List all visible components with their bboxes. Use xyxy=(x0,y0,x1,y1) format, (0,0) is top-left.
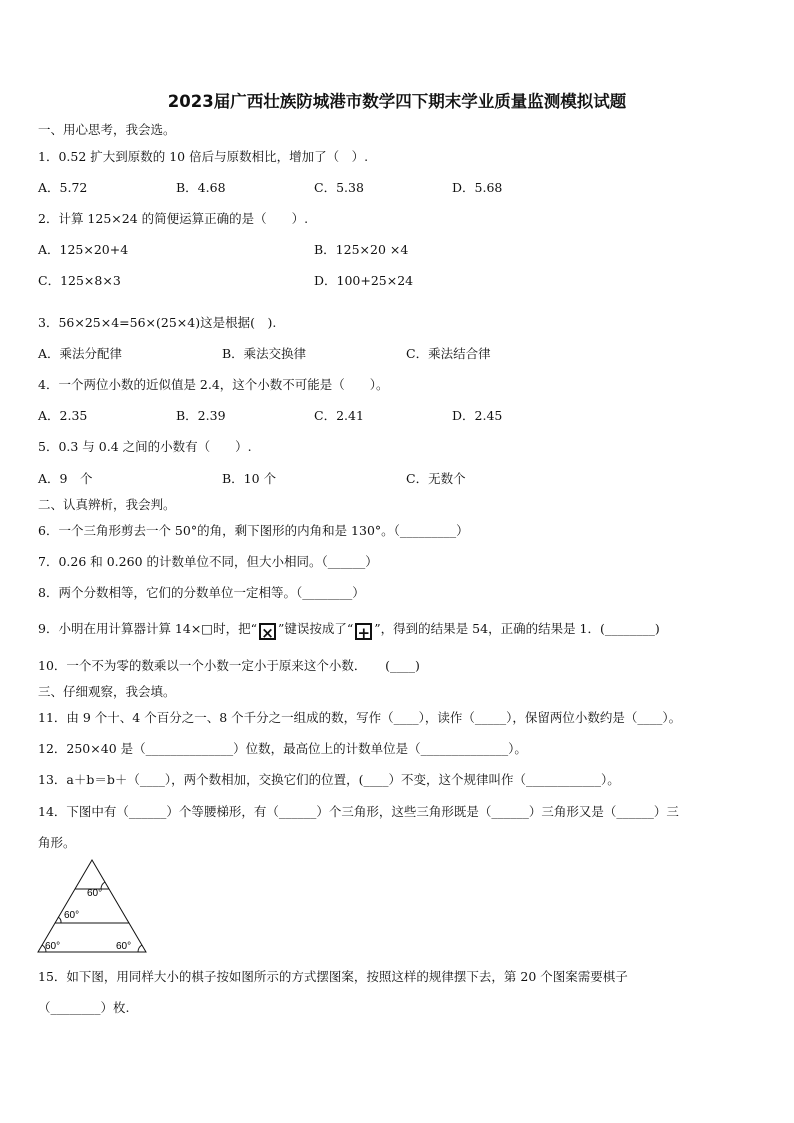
question-13: 13．a＋b＝b＋（____），两个数相加，交换它们的位置，(____）不变，这个规律叫作（____________）。 xyxy=(38,772,620,787)
question-1: 1．0.52 扩大到原数的 10 倍后与原数相比，增加了（ ）. xyxy=(38,149,369,164)
q2-option-d: D．100+25×24 xyxy=(314,273,414,288)
q3-option-a: A．乘法分配律 xyxy=(38,346,123,361)
triangle-figure xyxy=(34,856,154,958)
q1-option-d: D．5.68 xyxy=(452,180,503,195)
q1-option-a: A．5.72 xyxy=(38,180,88,195)
q3-option-b: B．乘法交换律 xyxy=(222,346,307,361)
q4-option-a: A．2.35 xyxy=(38,408,88,423)
angle-label-mid: 60° xyxy=(64,910,80,921)
question-7: 7．0.26 和 0.260 的计数单位不同，但大小相同。（______） xyxy=(38,554,378,569)
q9-text-1: 9．小明在用计算器计算 14×□时，把“ xyxy=(38,621,258,636)
question-14-line-2: 角形。 xyxy=(38,835,76,850)
plus-key-icon: + xyxy=(355,623,372,640)
q4-option-d: D．2.45 xyxy=(452,408,503,423)
question-15-line-2: （________）枚. xyxy=(38,1000,130,1015)
section-2-heading: 二、认真辨析，我会判。 xyxy=(38,497,176,512)
q4-option-b: B．2.39 xyxy=(176,408,226,423)
angle-label-right: 60° xyxy=(116,941,132,952)
q2-option-b: B．125×20 ×4 xyxy=(314,242,409,257)
question-11: 11．由 9 个十、4 个百分之一、8 个千分之一组成的数，写作（____），读作（_____），保留两位小数约是（____）。 xyxy=(38,710,682,725)
section-3-heading: 三、仔细观察，我会填。 xyxy=(38,684,176,699)
question-10: 10．一个不为零的数乘以一个小数一定小于原来这个小数． (____) xyxy=(38,658,420,673)
q5-option-b: B．10 个 xyxy=(222,471,277,486)
question-6: 6．一个三角形剪去一个 50°的角，剩下图形的内角和是 130°。（_________） xyxy=(38,523,469,538)
question-9 xyxy=(38,619,660,640)
question-4: 4．一个两位小数的近似值是 2.4，这个小数不可能是（ ）。 xyxy=(38,377,389,392)
q5-option-c: C．无数个 xyxy=(406,471,466,486)
q1-option-b: B．4.68 xyxy=(176,180,226,195)
angle-label-left: 60° xyxy=(45,941,61,952)
question-5: 5．0.3 与 0.4 之间的小数有（ ）. xyxy=(38,439,252,454)
angle-label-top: 60° xyxy=(87,888,103,899)
angle-arc-right xyxy=(138,945,142,952)
outer-triangle xyxy=(38,860,146,952)
question-14-line-1: 14．下图中有（______）个等腰梯形，有（______）个三角形，这些三角形既是（______）三角形又是（______）三 xyxy=(38,804,679,819)
question-8: 8．两个分数相等，它们的分数单位一定相等。（________） xyxy=(38,585,365,600)
q2-option-a: A．125×20+4 xyxy=(38,242,129,257)
question-15-line-1: 15．如下图，用同样大小的棋子按如图所示的方式摆图案，按照这样的规律摆下去，第 20 个图案需要棋子 xyxy=(38,969,628,984)
section-1-heading: 一、用心思考，我会选。 xyxy=(38,122,176,137)
q4-option-c: C．2.41 xyxy=(314,408,364,423)
q2-option-c: C．125×8×3 xyxy=(38,273,121,288)
q1-option-c: C．5.38 xyxy=(314,180,364,195)
q9-text-3: ”，得到的结果是 54，正确的结果是 1．(________) xyxy=(374,621,660,636)
question-12: 12．250×40 是（______________）位数，最高位上的计数单位是（______________）。 xyxy=(38,741,527,756)
q3-option-c: C．乘法结合律 xyxy=(406,346,491,361)
question-2: 2．计算 125×24 的简便运算正确的是（ ）. xyxy=(38,211,309,226)
question-3: 3．56×25×4=56×(25×4)这是根据( ). xyxy=(38,315,277,330)
multiply-key-icon: × xyxy=(259,623,276,640)
q9-text-2: ”键误按成了“ xyxy=(278,621,354,636)
page-title: 2023届广西壮族防城港市数学四下期末学业质量监测模拟试题 xyxy=(167,92,627,111)
q5-option-a: A．9 个 xyxy=(38,471,93,486)
